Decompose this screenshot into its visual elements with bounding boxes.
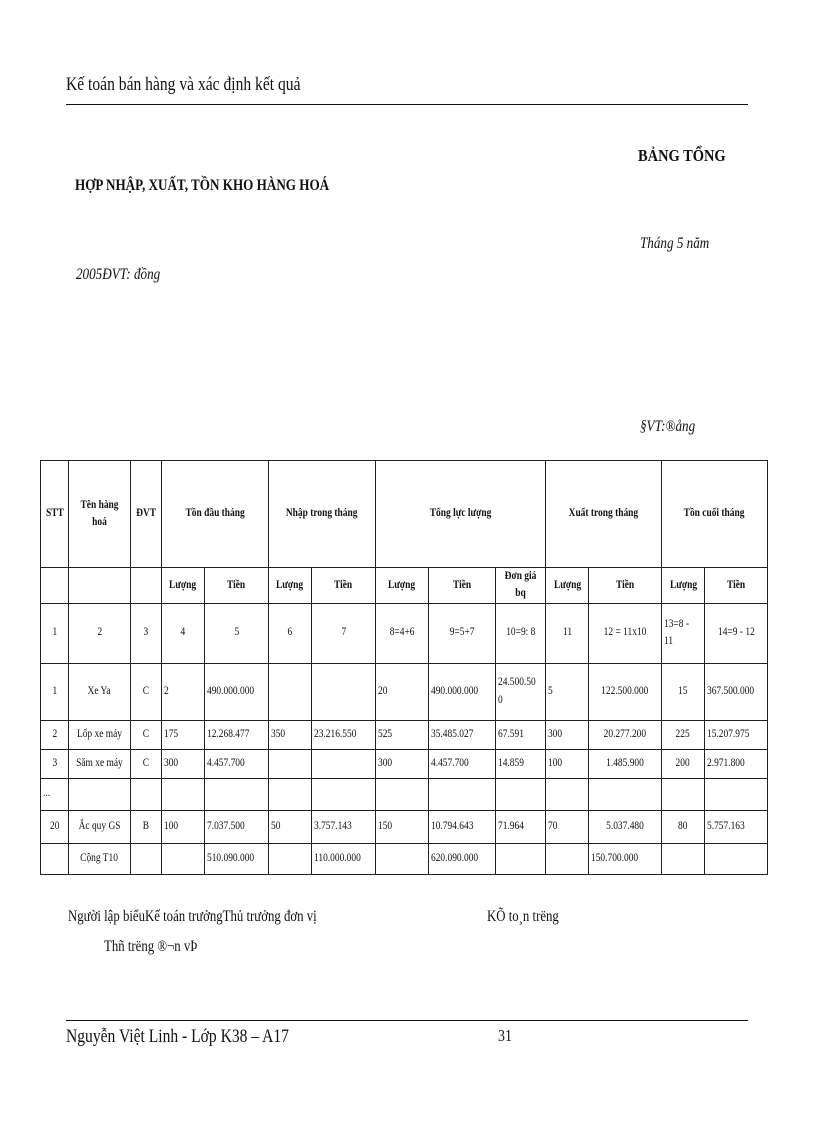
report-month: Tháng 5 năm	[640, 235, 710, 252]
header-rule	[66, 104, 748, 105]
inventory-table	[40, 460, 768, 875]
sub-amt: Tiền	[589, 568, 662, 604]
running-header-title: Kế toán bán hàng và xác định kết quả	[66, 74, 301, 95]
sub-qty: Lượng	[546, 568, 589, 604]
header-name: Tên hàng hoá	[69, 461, 131, 568]
signature-chief-accountant: KÕ to¸n trëng	[487, 908, 559, 925]
header-opening: Tồn đầu tháng	[162, 461, 269, 568]
page-number: 31	[498, 1026, 512, 1045]
sub-amt: Tiền	[312, 568, 376, 604]
table-row: 20 Ắc quy GS B 100 7.037.500 50 3.757.143 150 10.794.643 71.964 70 5.037.480 80 5.757.163	[41, 810, 768, 843]
header-stt: STT	[41, 461, 69, 568]
header-export: Xuất trong tháng	[546, 461, 662, 568]
table-index-row: 1 2 3 4 5 6 7 8=4+6 9=5+7 10=9: 8 11 12 = 11x10 13=8 - 11 14=9 - 12	[41, 603, 768, 663]
sub-qty: Lượng	[662, 568, 705, 604]
table-sub-header-row	[41, 568, 768, 604]
sub-amt: Tiền	[205, 568, 269, 604]
sub-amt: Tiền	[429, 568, 496, 604]
table-row-ellipsis: ...	[41, 778, 768, 810]
sub-amt: Tiền	[705, 568, 768, 604]
table-row: 2 Lốp xe máy C 175 12.268.477 350 23.216.550 525 35.485.027 67.591 300 20.277.200 225 15.207.975	[41, 720, 768, 749]
report-title-part-1: BẢNG TỔNG	[638, 146, 726, 165]
sub-qty: Lượng	[269, 568, 312, 604]
sub-qty: Lượng	[162, 568, 205, 604]
header-total: Tổng lực lượng	[376, 461, 546, 568]
header-closing: Tồn cuối tháng	[662, 461, 768, 568]
header-import: Nhập trong tháng	[269, 461, 376, 568]
footer-rule	[66, 1020, 748, 1021]
report-unit-line-2: §VT:®ång	[640, 418, 696, 435]
sub-unit-price: Đơn giá bq	[496, 568, 546, 604]
table-row: 3 Săm xe máy C 300 4.457.700 300 4.457.700 14.859 100 1.485.900 200 2.971.800	[41, 749, 768, 778]
table-row: 1 Xe Ya C 2 490.000.000 20 490.000.000 24.500.500 5 122.500.000 15 367.500.000	[41, 663, 768, 720]
table-total-row: Cộng T10 510.090.000 110.000.000 620.090.000 150.700.000	[41, 843, 768, 874]
footer-author: Nguyễn Việt Linh - Lớp K38 – A17	[66, 1026, 289, 1047]
signature-head-of-unit: Thñ trëng ®¬n vÞ	[104, 938, 198, 955]
sub-qty: Lượng	[376, 568, 429, 604]
report-unit-line: 2005ĐVT: đồng	[76, 266, 161, 283]
table-group-header-row	[41, 461, 768, 568]
header-unit: ĐVT	[131, 461, 162, 568]
report-title-part-2: HỢP NHẬP, XUẤT, TỒN KHO HÀNG HOÁ	[75, 177, 330, 194]
signature-labels: Người lập biểuKế toán trưởngThủ trưởng đơn vị	[68, 908, 317, 925]
